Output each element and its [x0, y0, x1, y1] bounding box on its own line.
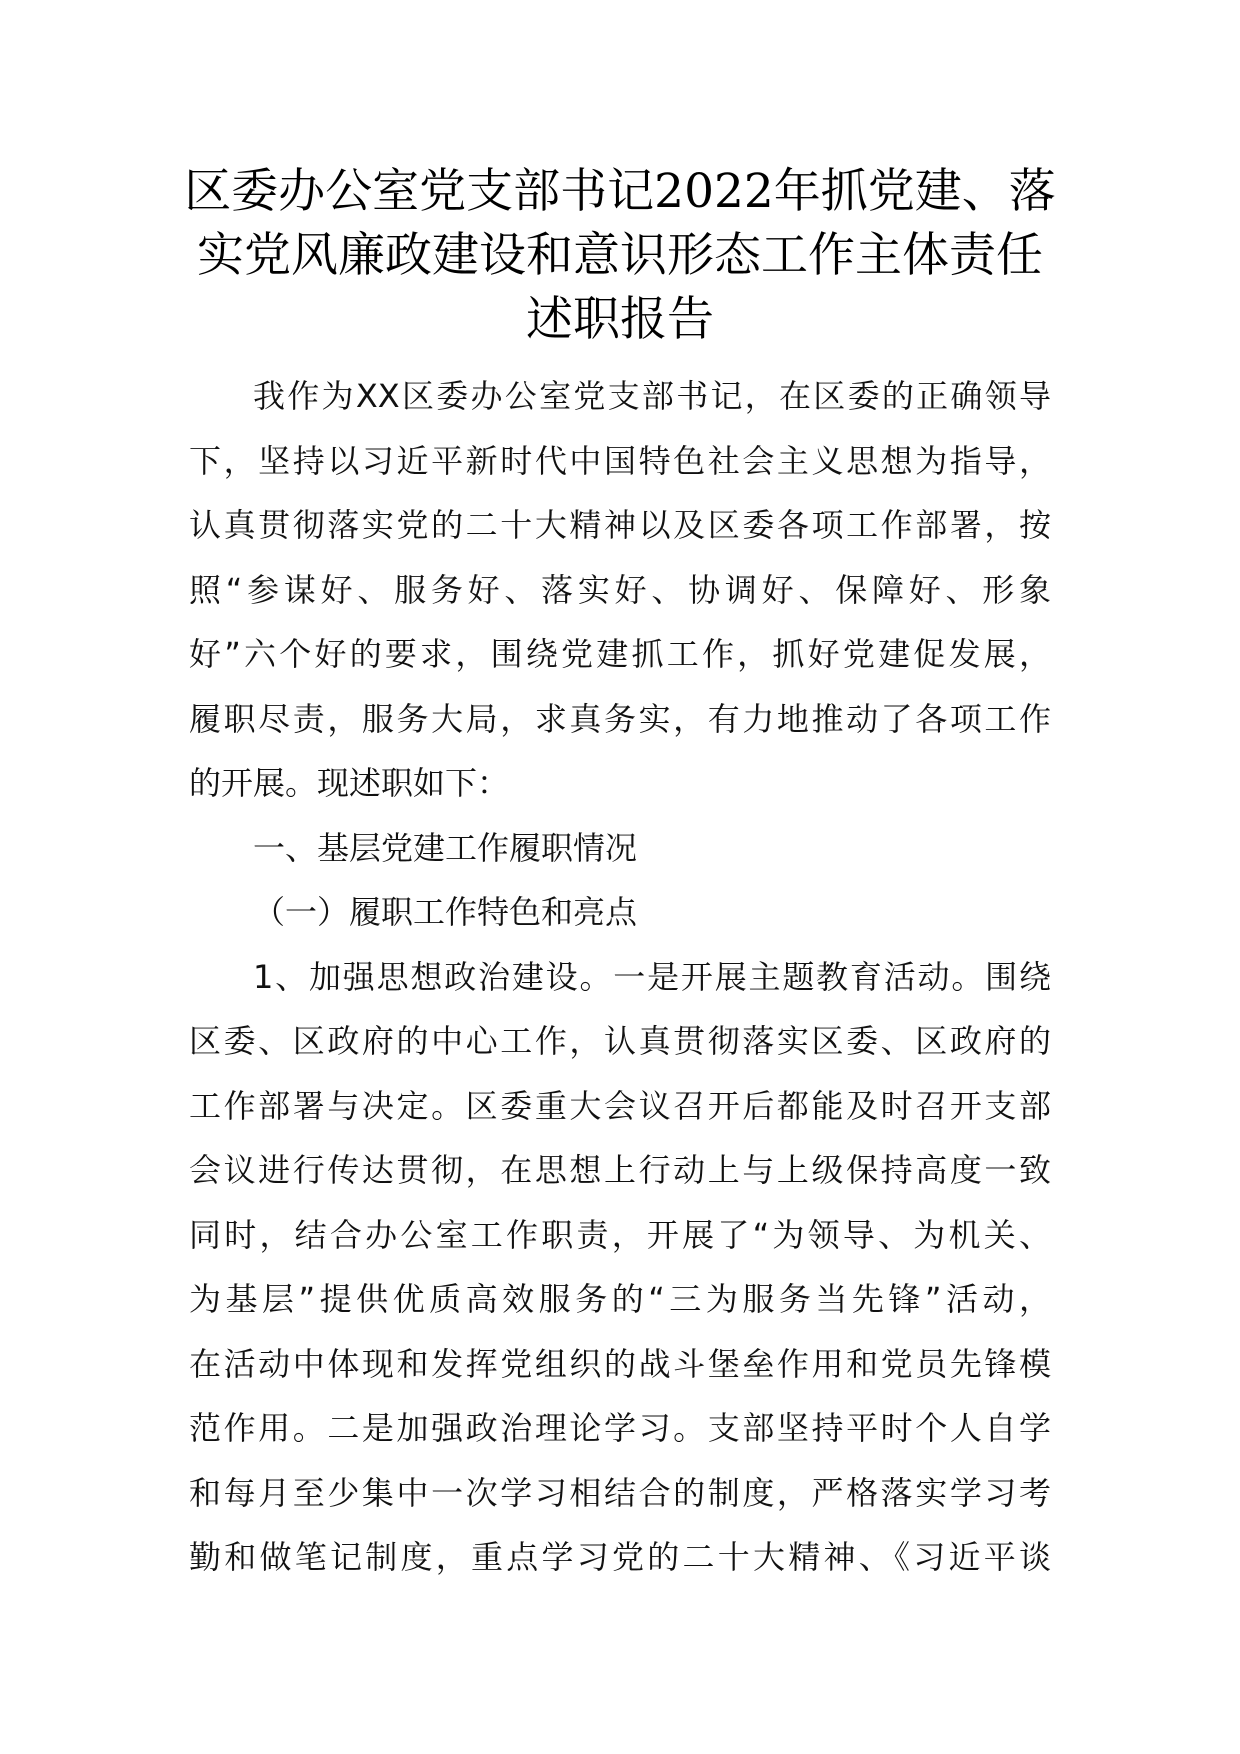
body-line: 1、加强思想政治建设。一是开展主题教育活动。围绕: [253, 957, 1051, 996]
body-line: 同时，结合办公室工作职责，开展了“为领导、为机关、: [189, 1215, 1051, 1254]
body-line: 照“参谋好、服务好、落实好、协调好、保障好、形象: [189, 570, 1051, 609]
body-line: 认真贯彻落实党的二十大精神以及区委各项工作部署，按: [189, 506, 1051, 544]
body-line: 区委、区政府的中心工作，认真贯彻落实区委、区政府的: [189, 1022, 1051, 1060]
document-title: [150, 160, 1090, 352]
body-line: 会议进行传达贯彻，在思想上行动上与上级保持高度一致: [189, 1151, 1051, 1189]
body-line: 为基层”提供优质高效服务的“三为服务当先锋”活动，: [189, 1280, 1051, 1318]
section-heading: 一、基层党建工作履职情况: [253, 828, 638, 867]
body-line: 工作部署与决定。区委重大会议召开后都能及时召开支部: [189, 1086, 1051, 1125]
title-line-3: 述职报告: [526, 292, 714, 347]
title-line-1: 区委办公室党支部书记2022年抓党建、落: [184, 164, 1056, 219]
body-line: 的开展。现述职如下：: [189, 764, 510, 802]
body-line: 我作为XX区委办公室党支部书记，在区委的正确领导: [253, 377, 1051, 415]
body-line: 履职尽责，服务大局，求真务实，有力地推动了各项工作: [189, 699, 1051, 738]
body-line: 在活动中体现和发挥党组织的战斗堡垒作用和党员先锋模: [189, 1344, 1051, 1383]
document-body: [189, 364, 1051, 1590]
body-line: 好”六个好的要求，围绕党建抓工作，抓好党建促发展，: [189, 635, 1051, 673]
subsection-heading: （一）履职工作特色和亮点: [253, 893, 638, 931]
body-line: 和每月至少集中一次学习相结合的制度，严格落实学习考: [189, 1473, 1051, 1512]
body-line: 下，坚持以习近平新时代中国特色社会主义思想为指导，: [189, 441, 1051, 480]
body-line: 范作用。二是加强政治理论学习。支部坚持平时个人自学: [189, 1409, 1051, 1447]
body-line: 勤和做笔记制度，重点学习党的二十大精神、《习近平谈: [189, 1538, 1051, 1576]
title-line-2: 实党风廉政建设和意识形态工作主体责任: [197, 228, 1043, 283]
